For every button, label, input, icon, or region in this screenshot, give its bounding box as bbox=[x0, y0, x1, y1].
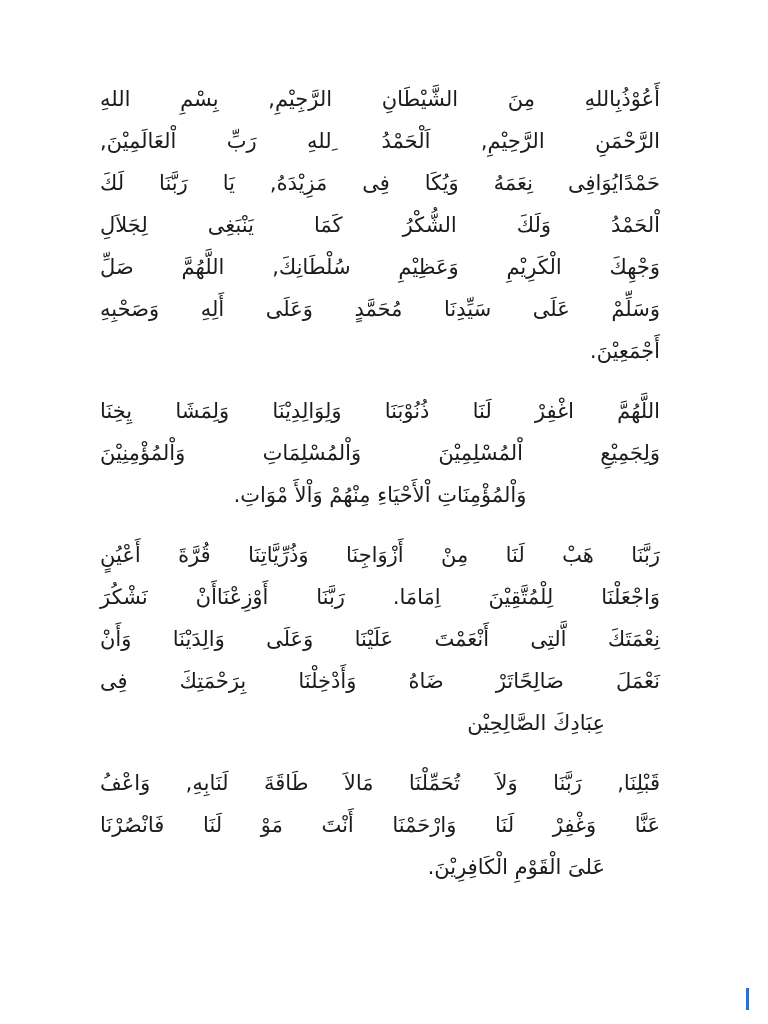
text-line: أَعُوْذُبِاللهِ مِنَ الشَّيْطَانِ الرَّجِيْمِ, بِسْمِ اللهِ bbox=[100, 87, 660, 111]
paragraph bbox=[100, 78, 660, 372]
text-line: حَمْدًايُوَافِى نِعَمَهُ وَيُكَا فِى مَزِيْدَهُ, يَا رَبَّنَا لَكَ bbox=[100, 171, 660, 195]
text-line: عِبَادِكَ الصَّالِحِيْن bbox=[467, 711, 605, 735]
text-line: عَلىَ الْقَوْمِ الْكَافِرِيْنَ. bbox=[427, 855, 605, 879]
text-line: وَاجْعَلْنَا لِلْمُتَّقِيْنَ اِمَامَا. رَبَّنَا أَوْزِعْنَاأَنْ نَشْكُرَ bbox=[100, 585, 660, 609]
paragraph bbox=[100, 534, 660, 744]
text-line: قَبْلِنَا, رَبَّنَا وَلاَ تُحَمِّلْنَا مَالاَ طَاقَةَ لَنَابِهِ, وَاعْفُ bbox=[100, 771, 660, 795]
text-line: نِعْمَتَكَ اَّلتِى أَنْعَمْتَ عَلَيْنَا وَعَلَى وَالِدَيْنَا وَأَنْ bbox=[100, 627, 660, 651]
text-line: نَعْمَلَ صَالِحًاتَرْ ضَاهُ وَأَدْخِلْنَا بِرَحْمَتِكَ فِى bbox=[100, 669, 660, 693]
text-line: رَبَّنَا هَبْ لَنَا مِنْ أَزْوَاجِنَا وَذُرِّيَّاتِنَا قُرَّةَ أَعْيُنٍ bbox=[100, 543, 660, 567]
scroll-indicator-bar[interactable] bbox=[746, 988, 749, 1010]
text-line: الرَّحْمَنِ الرَّحِيْمِ, اَلْحَمْدُ ِللهِ رَبِّ اْلعَالَمِيْنَ, bbox=[100, 129, 660, 153]
paragraph bbox=[100, 762, 660, 888]
text-line: وَجْهِكَ الْكَرِيْمِ وَعَظِيْمِ سُلْطَانِكَ, اللَّهُمَّ صَلِّ bbox=[100, 255, 660, 279]
text-line: وَلِجَمِيْعِ اْلمُسْلِمِيْنَ وَاْلمُسْلِمَاتِ وَاْلمُؤْمِنِيْنَ bbox=[100, 441, 660, 465]
text-line: وَسَلِّمْ عَلَى سَيِّدِنَا مُحَمَّدٍ وَعَلَى أَلِهِ وَصَحْبِهِ bbox=[100, 297, 660, 321]
prayer-text bbox=[100, 78, 660, 888]
text-line: أَجْمَعِيْنَ. bbox=[589, 339, 660, 363]
paragraph bbox=[100, 390, 660, 516]
text-line: وَاْلمُؤْمِنَاتِ اْلأَحْيَاءِ مِنْهُمْ وَاْلأَ مْوَاتِ. bbox=[233, 483, 527, 507]
text-line: عَنَّا وَغْفِرْ لَنَا وَارْحَمْنَا أَنْتَ مَوْ لَنَا فَانْصُرْنَا bbox=[100, 813, 660, 837]
text-line: اللَّهُمَّ اغْفِرْ لَنَا ذُنُوْبَنَا وَلِوَالِدِيْنَا وَلِمَشَا يِخِنَا bbox=[100, 399, 660, 423]
text-line: اْلحَمْدُ وَلَكَ الشُّكْرُ كَمَا يَنْبَغِى لِجَلاَلِ bbox=[100, 213, 660, 237]
